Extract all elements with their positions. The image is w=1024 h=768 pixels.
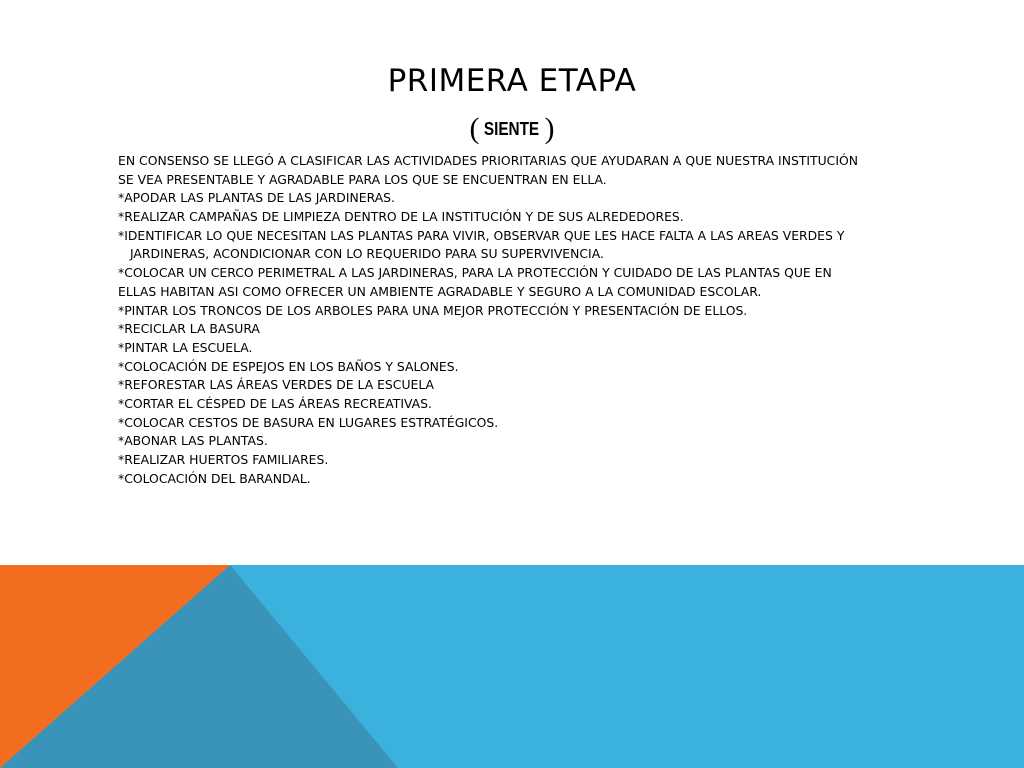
decorative-footer-band [0,565,1024,768]
body-line: *APODAR LAS PLANTAS DE LAS JARDINERAS. [118,190,395,206]
slide-title: PRIMERA ETAPA [387,63,637,99]
body-line: *ABONAR LAS PLANTAS. [118,433,268,449]
slide-body [118,152,1018,488]
body-line: *COLOCAR UN CERCO PERIMETRAL A LAS JARDINERAS, PARA LA PROTECCIÓN Y CUIDADO DE LAS PLANTAS QUE EN [118,265,832,281]
body-line: *REALIZAR CAMPAÑAS DE LIMPIEZA DENTRO DE LA INSTITUCIÓN Y DE SUS ALREDEDORES. [118,209,684,225]
body-line: *PINTAR LOS TRONCOS DE LOS ARBOLES PARA UNA MEJOR PROTECCIÓN Y PRESENTACIÓN DE ELLOS. [118,302,748,318]
body-line: *REALIZAR HUERTOS FAMILIARES. [118,452,329,467]
body-line: *COLOCAR CESTOS DE BASURA EN LUGARES ESTRATÉGICOS. [118,414,499,430]
body-line: *COLOCACIÓN DEL BARANDAL. [118,470,311,486]
subtitle-open-paren: ( [469,112,480,145]
body-line: *REFORESTAR LAS ÁREAS VERDES DE LA ESCUELA [118,377,435,393]
body-line: *COLOCACIÓN DE ESPEJOS EN LOS BAÑOS Y SALONES. [118,358,459,374]
body-line: ELLAS HABITAN ASI COMO OFRECER UN AMBIENTE AGRADABLE Y SEGURO A LA COMUNIDAD ESCOLAR. [118,283,762,299]
subtitle-close-paren: ) [544,112,555,145]
body-line: *PINTAR LA ESCUELA. [118,339,253,355]
subtitle-word: SIENTE [484,119,540,139]
body-line: *IDENTIFICAR LO QUE NECESITAN LAS PLANTAS PARA VIVIR, OBSERVAR QUE LES HACE FALTA A LAS AREAS VERDES Y [118,227,845,243]
slide-subtitle [0,110,1024,148]
body-line: *CORTAR EL CÉSPED DE LAS ÁREAS RECREATIVAS. [118,395,432,411]
body-line: JARDINERAS, ACONDICIONAR CON LO REQUERIDO PARA SU SUPERVIVENCIA. [130,246,604,262]
body-line: SE VEA PRESENTABLE Y AGRADABLE PARA LOS QUE SE ENCUENTRAN EN ELLA. [118,171,607,187]
body-line: EN CONSENSO SE LLEGÓ A CLASIFICAR LAS ACTIVIDADES PRIORITARIAS QUE AYUDARAN A QUE NUESTRA INSTITUCIÓN [118,153,859,168]
body-line: *RECICLAR LA BASURA [118,321,260,337]
